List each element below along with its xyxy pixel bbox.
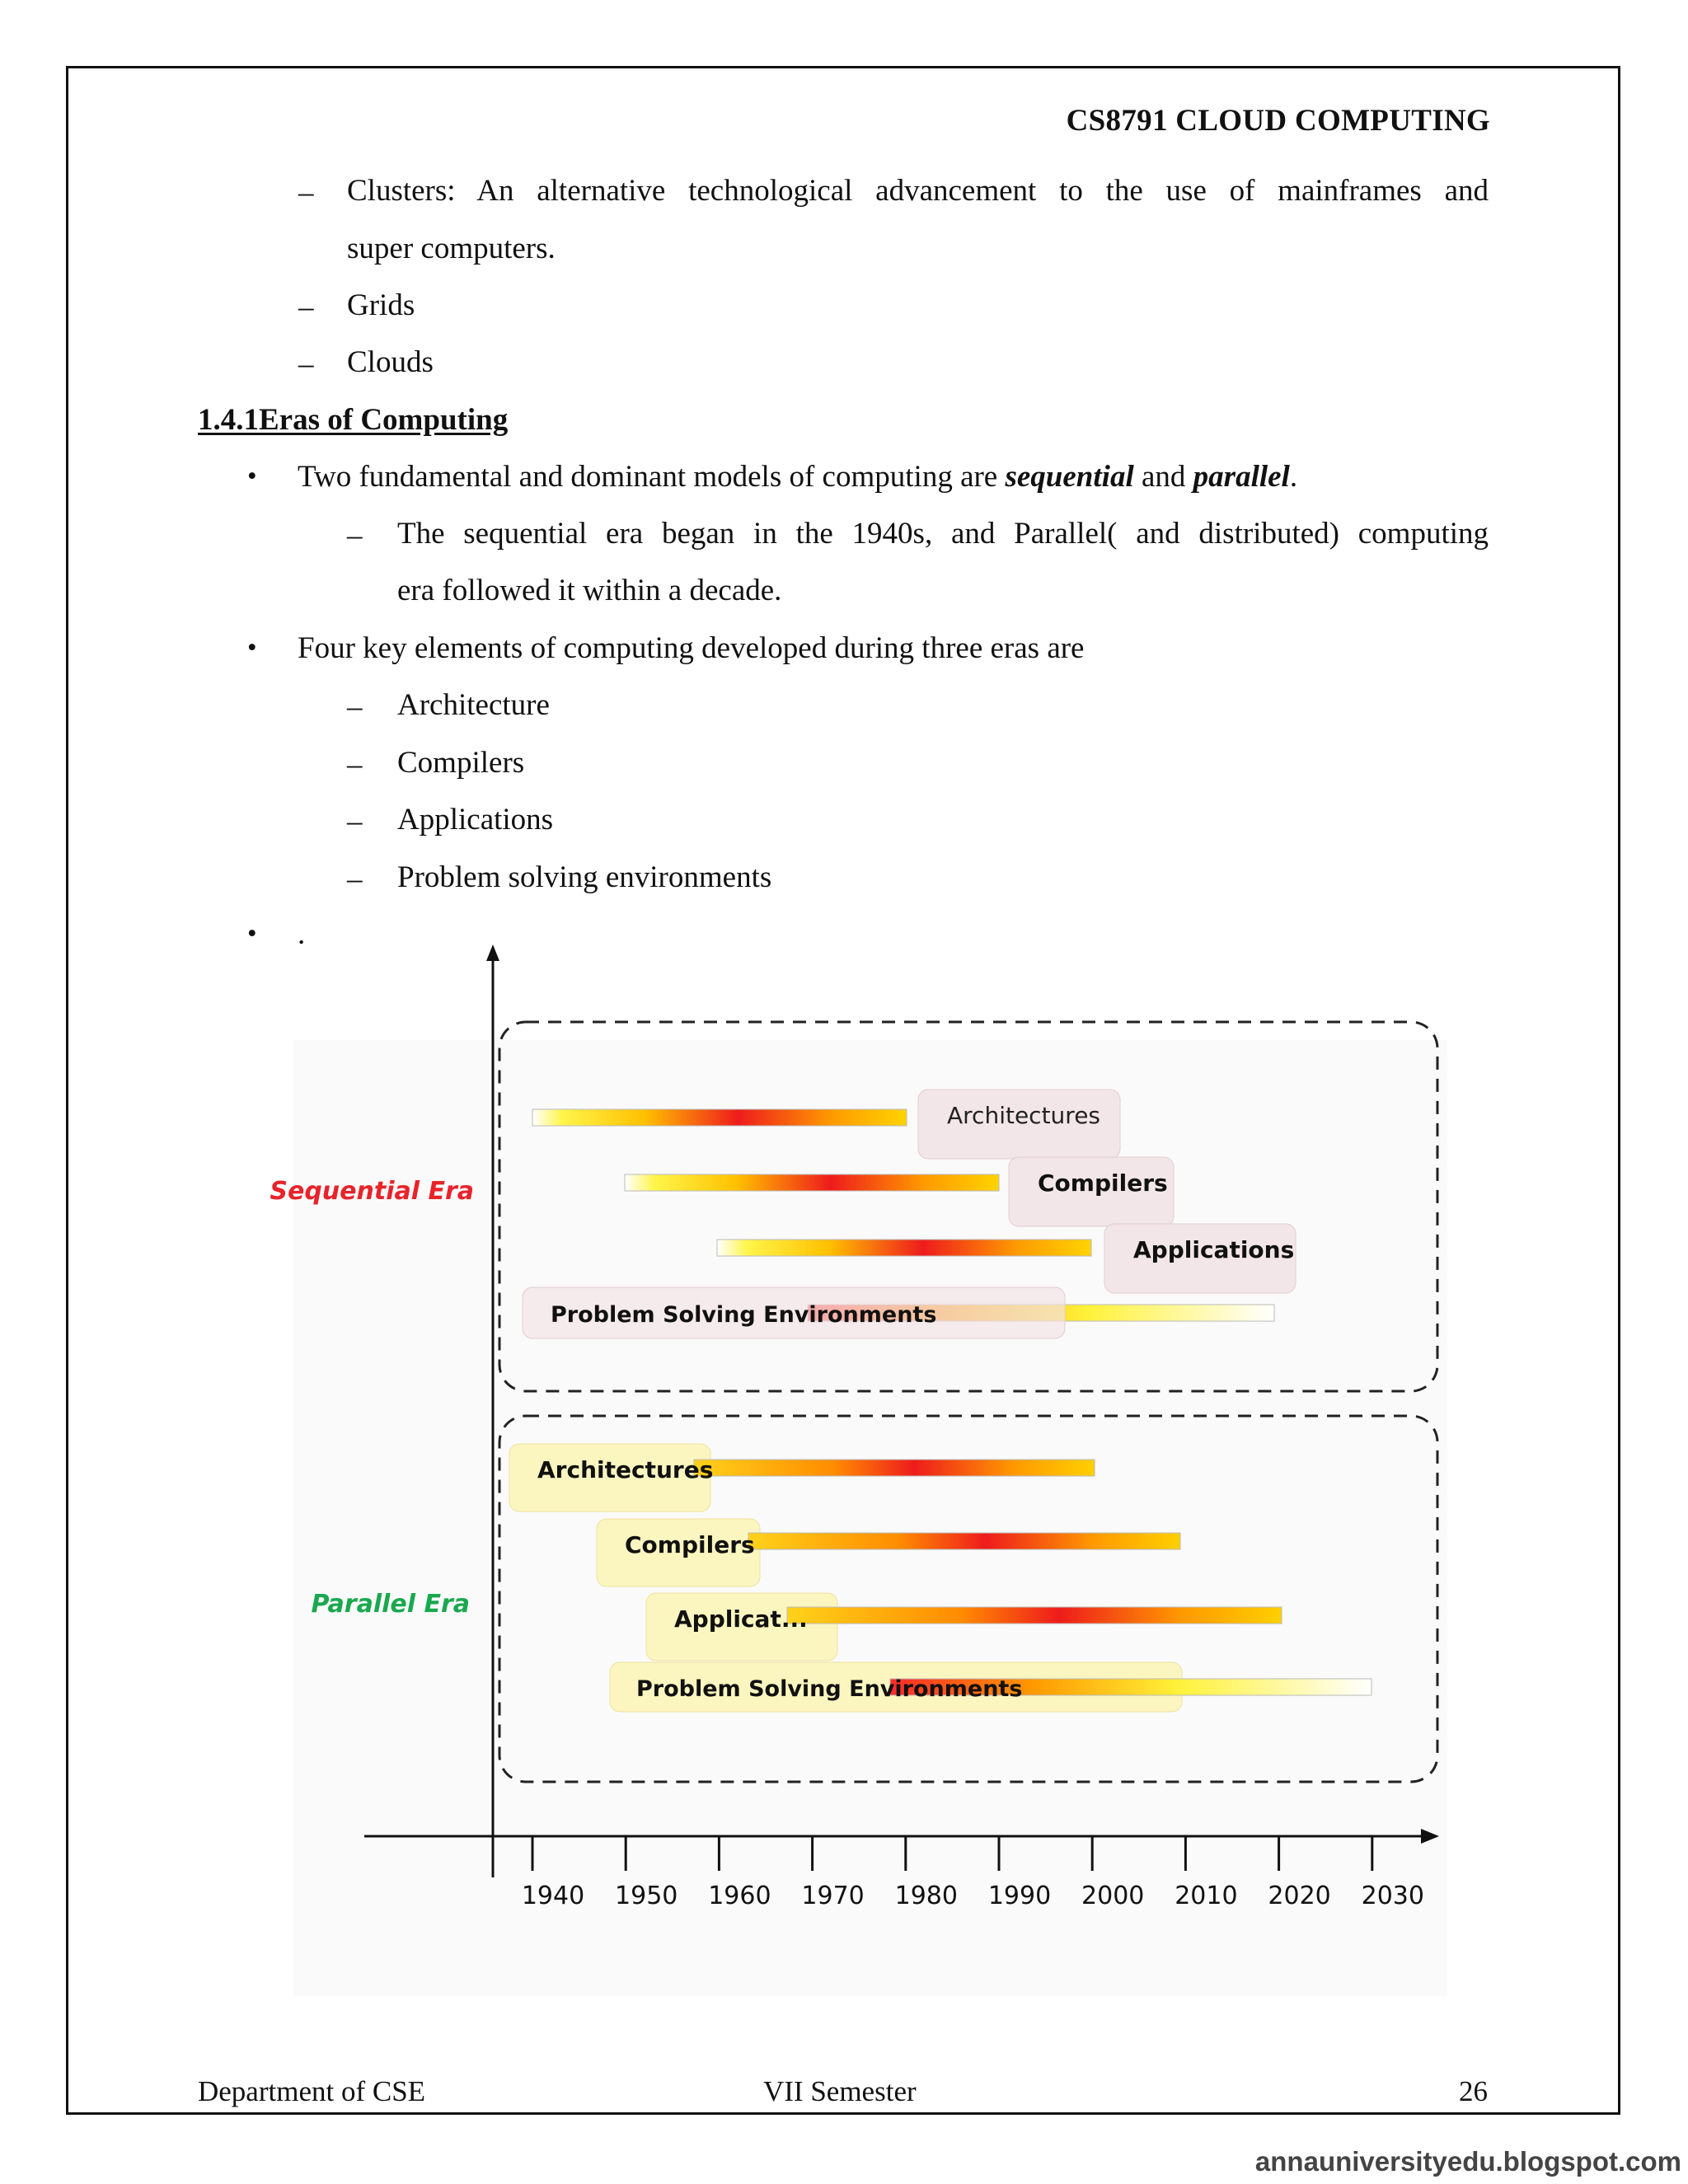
year-tick-label: 2000 <box>1081 1882 1145 1910</box>
footer-page-number: 26 <box>1459 2075 1488 2107</box>
bullet-marker: • <box>247 633 257 663</box>
seq-compilers-text: Compilers <box>1038 1169 1168 1197</box>
year-tick-label: 2020 <box>1268 1882 1331 1910</box>
y-axis-arrow <box>486 944 499 961</box>
clusters-line1: Clusters: An alternative technological advancement to the use of mainframes and <box>347 174 1489 208</box>
element-compilers: Compilers <box>397 746 525 780</box>
dash-marker: – <box>298 347 314 381</box>
seq-applications-bar <box>717 1240 1091 1256</box>
bullet2-text: Four key elements of computing developed during three eras are <box>298 631 1085 665</box>
grids-item: Grids <box>347 288 415 322</box>
dash-marker: – <box>347 748 363 781</box>
year-tick-label: 1970 <box>801 1882 865 1910</box>
dash-marker: – <box>347 804 363 838</box>
par-compilers-text: Compilers <box>625 1531 755 1558</box>
footer-semester: VII Semester <box>763 2075 917 2107</box>
year-tick-label: 1950 <box>615 1882 678 1910</box>
par-architectures-text: Architectures <box>537 1456 714 1483</box>
sequential-era-label: Sequential Era <box>270 1177 474 1206</box>
seq-pse-text: Problem Solving Environments <box>551 1302 937 1328</box>
seq-applications-text: Applications <box>1133 1236 1295 1263</box>
parallel-era-label: Parallel Era <box>311 1590 470 1619</box>
seq-compilers-bar <box>625 1174 999 1191</box>
header-title: CS8791 CLOUD COMPUTING <box>1066 104 1490 138</box>
seq-architectures-bar <box>532 1109 907 1126</box>
bullet-marker: • <box>247 919 257 949</box>
sequential-era-line2: era followed it within a decade. <box>397 574 782 607</box>
year-tick-label: 1980 <box>894 1882 958 1910</box>
emphasis-parallel: parallel <box>1193 460 1290 494</box>
bullet-marker: • <box>247 462 257 491</box>
section-heading: 1.4.1Eras of Computing <box>198 403 509 437</box>
element-applications: Applications <box>397 803 554 837</box>
seq-architectures-text: Architectures <box>947 1102 1101 1129</box>
element-pse: Problem solving environments <box>397 860 772 894</box>
element-architecture: Architecture <box>397 688 550 722</box>
par-applications-text: Applicat... <box>674 1605 808 1633</box>
bullet3-text: . <box>298 917 306 951</box>
year-tick-label: 2010 <box>1175 1882 1238 1910</box>
dash-marker: – <box>298 176 314 209</box>
par-applications-bar <box>787 1607 1282 1624</box>
bullet1-text: Two fundamental and dominant models of computing are sequential and parallel. <box>298 460 1298 494</box>
dash-marker: – <box>347 690 363 724</box>
footer-department: Department of CSE <box>198 2075 426 2107</box>
year-tick-label: 1960 <box>708 1882 771 1910</box>
clusters-line2: super computers. <box>347 232 556 265</box>
emphasis-sequential: sequential <box>1005 460 1134 494</box>
clouds-item: Clouds <box>347 345 434 379</box>
dash-marker: – <box>347 518 363 552</box>
year-tick-label: 1940 <box>521 1882 585 1910</box>
year-tick-label: 2030 <box>1361 1882 1424 1910</box>
dash-marker: – <box>347 862 363 896</box>
dash-marker: – <box>298 290 314 324</box>
year-tick-label: 1990 <box>987 1882 1052 1910</box>
par-architectures-bar <box>694 1460 1095 1476</box>
sequential-era-line1: The sequential era began in the 1940s, and Parallel( and distributed) computing <box>397 517 1489 551</box>
watermark: annauniversityedu.blogspot.com <box>1254 2146 1681 2177</box>
par-compilers-bar <box>748 1533 1180 1549</box>
par-pse-text: Problem Solving Environments <box>636 1676 1023 1702</box>
